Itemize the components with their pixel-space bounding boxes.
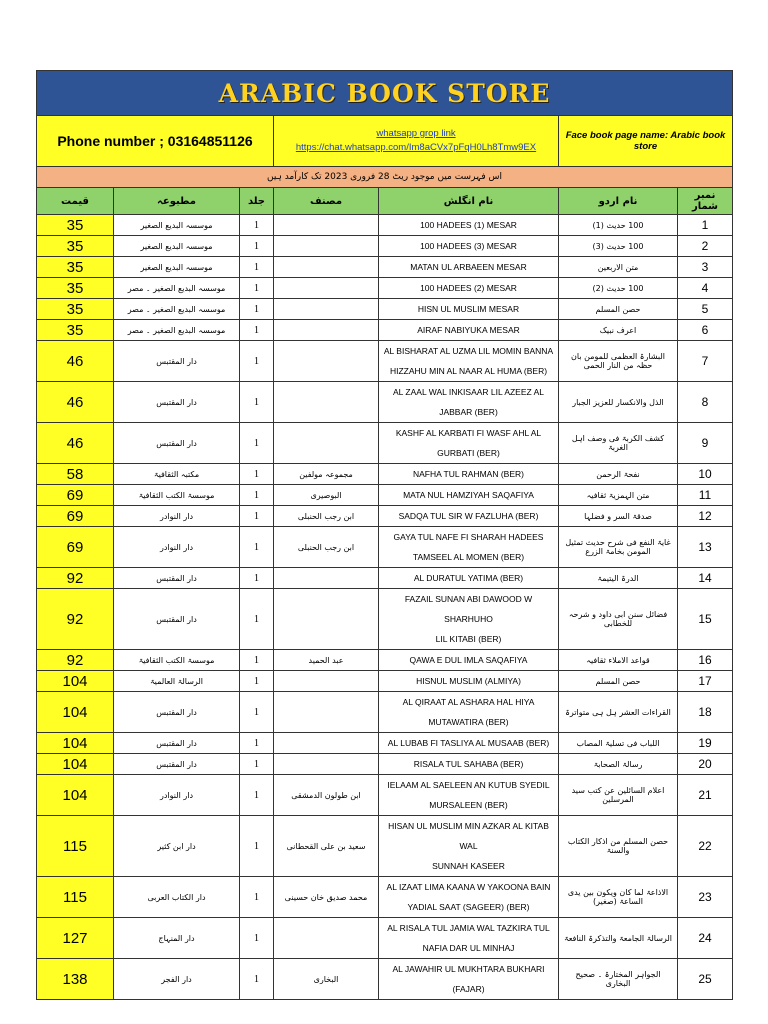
cell-serial-number: 2	[678, 236, 733, 257]
cell-english-name	[379, 506, 559, 527]
table-row	[37, 257, 733, 278]
cell-publisher: دار المقتبس	[114, 382, 240, 423]
cell-urdu-name: قواعد الاملاء ثقافیہ	[559, 650, 678, 671]
table-row	[37, 236, 733, 257]
cell-serial-number: 25	[678, 959, 733, 1000]
english-name-line: (FAJAR)	[452, 984, 485, 994]
header-price: قیمت	[37, 188, 114, 215]
cell-publisher: موسسہ البدیع الصغیر ۔ مصر	[114, 278, 240, 299]
cell-author	[274, 423, 379, 464]
cell-volume: 1	[240, 423, 274, 464]
table-row	[37, 382, 733, 423]
cell-urdu-name: الذل والانکسار للعزیز الجبار	[559, 382, 678, 423]
facebook-page-name: Face book page name: Arabic book store	[559, 116, 733, 167]
cell-price: 92	[37, 568, 114, 589]
cell-publisher: دار ابن کثیر	[114, 816, 240, 877]
cell-price: 104	[37, 671, 114, 692]
english-name-line: HIZZAHU MIN AL NAAR AL HUMA (BER)	[389, 366, 548, 376]
whatsapp-group-link[interactable]	[274, 116, 559, 167]
cell-publisher: موسسہ البدیع الصغیر	[114, 236, 240, 257]
header-publisher: مطبوعہ	[114, 188, 240, 215]
english-name-line: 100 HADEES (2) MESAR	[420, 283, 517, 293]
store-title: ARABIC BOOK STORE	[218, 78, 551, 108]
cell-volume: 1	[240, 320, 274, 341]
cell-urdu-name: اللباب فی تسلیۃ المصاب	[559, 733, 678, 754]
cell-english-name	[379, 423, 559, 464]
cell-price: 46	[37, 423, 114, 464]
column-headers	[37, 188, 733, 215]
cell-volume: 1	[240, 918, 274, 959]
cell-author: عبد الحمید	[274, 650, 379, 671]
cell-english-name	[379, 959, 559, 1000]
cell-urdu-name: غایۃ النفع فی شرح حدیث تمثیل المومن بخامۃ الزرع	[559, 527, 678, 568]
whatsapp-link-url[interactable]: https://chat.whatsapp.com/Im8aCVx7pFqH0Lh8Tmw9EX	[295, 142, 537, 153]
cell-price: 104	[37, 754, 114, 775]
english-name-line: SUNNAH KASEER	[432, 861, 505, 871]
cell-volume: 1	[240, 877, 274, 918]
cell-author	[274, 589, 379, 650]
cell-english-name	[379, 215, 559, 236]
cell-publisher: دار المقتبس	[114, 589, 240, 650]
cell-urdu-name: البشارۃ العظمی للمومن بان حظہ من النار الحمی	[559, 341, 678, 382]
cell-author	[274, 733, 379, 754]
cell-english-name	[379, 650, 559, 671]
cell-urdu-name: فضائل سنن ابی داود و شرحہ للخطابی	[559, 589, 678, 650]
cell-urdu-name: الجواہر المختارۃ ۔ صحیح البخاری	[559, 959, 678, 1000]
cell-urdu-name: الاذاعۃ لما کان ویکون بین یدی الساعۃ (صغیر)	[559, 877, 678, 918]
table-row	[37, 299, 733, 320]
cell-author	[274, 278, 379, 299]
title-banner	[37, 71, 733, 116]
cell-english-name	[379, 382, 559, 423]
table-row	[37, 650, 733, 671]
cell-volume: 1	[240, 775, 274, 816]
english-name-line: SADQA TUL SIR W FAZLUHA (BER)	[398, 511, 539, 521]
cell-price: 104	[37, 733, 114, 754]
cell-urdu-name: حصن المسلم	[559, 299, 678, 320]
english-name-line: MATA NUL HAMZIYAH SAQAFIYA	[403, 490, 534, 500]
cell-publisher: موسسہ البدیع الصغیر	[114, 215, 240, 236]
table-row	[37, 485, 733, 506]
cell-price: 35	[37, 257, 114, 278]
table-row	[37, 320, 733, 341]
english-name-line: AL ZAAL WAL INKISAAR LIL AZEEZ AL	[392, 387, 544, 397]
cell-english-name	[379, 775, 559, 816]
cell-serial-number: 24	[678, 918, 733, 959]
cell-price: 46	[37, 382, 114, 423]
cell-serial-number: 21	[678, 775, 733, 816]
cell-english-name	[379, 257, 559, 278]
english-name-line: HISNUL MUSLIM (ALMIYA)	[416, 676, 521, 686]
cell-serial-number: 3	[678, 257, 733, 278]
english-name-line: AL JAWAHIR UL MUKHTARA BUKHARI	[392, 964, 545, 974]
cell-publisher: دار النوادر	[114, 527, 240, 568]
cell-urdu-name: اعلام السائلین عن کتب سید المرسلین	[559, 775, 678, 816]
cell-author	[274, 918, 379, 959]
cell-volume: 1	[240, 278, 274, 299]
cell-serial-number: 20	[678, 754, 733, 775]
cell-author	[274, 341, 379, 382]
cell-english-name	[379, 877, 559, 918]
cell-serial-number: 1	[678, 215, 733, 236]
english-name-line: AL IZAAT LIMA KAANA W YAKOONA BAIN	[386, 882, 551, 892]
cell-publisher: دار المنہاج	[114, 918, 240, 959]
cell-serial-number: 23	[678, 877, 733, 918]
cell-author: سعید بن علی القحطانی	[274, 816, 379, 877]
english-name-line: FAZAIL SUNAN ABI DAWOOD W SHARHUHO	[404, 594, 533, 624]
cell-author	[274, 754, 379, 775]
english-name-line: MURSALEEN (BER)	[429, 800, 508, 810]
cell-urdu-name: صدقۃ السر و فضلہا	[559, 506, 678, 527]
cell-publisher: الرسالۃ العالمیۃ	[114, 671, 240, 692]
cell-urdu-name: حصن المسلم من اذکار الکتاب والسنۃ	[559, 816, 678, 877]
cell-volume: 1	[240, 341, 274, 382]
cell-author	[274, 299, 379, 320]
validity-notice: اس فہرست میں موجود ریٹ 28 فروری 2023 تک کارآمد ہیں	[37, 167, 733, 188]
cell-volume: 1	[240, 506, 274, 527]
table-row	[37, 816, 733, 877]
cell-english-name	[379, 816, 559, 877]
cell-author	[274, 568, 379, 589]
cell-english-name	[379, 299, 559, 320]
english-name-line: HISAN UL MUSLIM MIN AZKAR AL KITAB WAL	[388, 821, 549, 851]
english-name-line: JABBAR (BER)	[439, 407, 498, 417]
cell-author	[274, 671, 379, 692]
cell-price: 35	[37, 320, 114, 341]
cell-urdu-name: نفحۃ الرحمن	[559, 464, 678, 485]
cell-english-name	[379, 527, 559, 568]
table-row	[37, 877, 733, 918]
cell-volume: 1	[240, 527, 274, 568]
cell-author: البخاری	[274, 959, 379, 1000]
cell-urdu-name: اعرف نبیک	[559, 320, 678, 341]
header-urdu-name: نام اردو	[559, 188, 678, 215]
english-name-line: AL RISALA TUL JAMIA WAL TAZKIRA TUL	[387, 923, 550, 933]
phone-number: Phone number ; 03164851126	[37, 116, 274, 167]
cell-serial-number: 6	[678, 320, 733, 341]
price-list-table	[36, 70, 733, 1000]
cell-english-name	[379, 918, 559, 959]
cell-author: ابن رجب الحنبلی	[274, 506, 379, 527]
cell-serial-number: 12	[678, 506, 733, 527]
whatsapp-link-label[interactable]: whatsapp grop link	[376, 128, 456, 139]
english-name-line: QAWA E DUL IMLA SAQAFIYA	[409, 655, 528, 665]
table-row	[37, 733, 733, 754]
english-name-line: AL QIRAAT AL ASHARA HAL HIYA	[402, 697, 535, 707]
table-row	[37, 278, 733, 299]
cell-price: 69	[37, 485, 114, 506]
cell-volume: 1	[240, 299, 274, 320]
table-row	[37, 506, 733, 527]
cell-publisher: موسسۃ الکتب الثقافیۃ	[114, 485, 240, 506]
cell-urdu-name: الدرۃ الیتیمۃ	[559, 568, 678, 589]
cell-author: مجموعہ مولفین	[274, 464, 379, 485]
cell-english-name	[379, 692, 559, 733]
cell-publisher: موسسہ البدیع الصغیر ۔ مصر	[114, 299, 240, 320]
cell-urdu-name: حصن المسلم	[559, 671, 678, 692]
cell-english-name	[379, 236, 559, 257]
cell-urdu-name: متن الہمزیۃ ثقافیہ	[559, 485, 678, 506]
english-name-line: MATAN UL ARBAEEN MESAR	[410, 262, 527, 272]
cell-volume: 1	[240, 650, 274, 671]
cell-price: 35	[37, 278, 114, 299]
cell-price: 138	[37, 959, 114, 1000]
cell-author	[274, 692, 379, 733]
cell-author: البوصیری	[274, 485, 379, 506]
cell-urdu-name: 100 حدیث (1)	[559, 215, 678, 236]
cell-price: 58	[37, 464, 114, 485]
cell-volume: 1	[240, 485, 274, 506]
cell-volume: 1	[240, 671, 274, 692]
cell-volume: 1	[240, 733, 274, 754]
cell-volume: 1	[240, 215, 274, 236]
cell-publisher: مکتبہ الثقافیۃ	[114, 464, 240, 485]
cell-english-name	[379, 464, 559, 485]
cell-author: ابن طولون الدمشقی	[274, 775, 379, 816]
english-name-line: 100 HADEES (3) MESAR	[420, 241, 517, 251]
cell-volume: 1	[240, 464, 274, 485]
cell-publisher: موسسہ البدیع الصغیر	[114, 257, 240, 278]
cell-english-name	[379, 278, 559, 299]
cell-serial-number: 4	[678, 278, 733, 299]
cell-volume: 1	[240, 589, 274, 650]
cell-volume: 1	[240, 816, 274, 877]
cell-publisher: دار المقتبس	[114, 754, 240, 775]
english-name-line: NAFHA TUL RAHMAN (BER)	[413, 469, 524, 479]
cell-serial-number: 14	[678, 568, 733, 589]
cell-price: 104	[37, 692, 114, 733]
table-row	[37, 692, 733, 733]
cell-urdu-name: الرسالۃ الجامعۃ والتذکرۃ النافعۃ	[559, 918, 678, 959]
cell-serial-number: 18	[678, 692, 733, 733]
table-row	[37, 918, 733, 959]
cell-price: 115	[37, 877, 114, 918]
cell-price: 92	[37, 589, 114, 650]
cell-serial-number: 17	[678, 671, 733, 692]
header-serial-number: نمبر شمار	[678, 188, 733, 215]
cell-volume: 1	[240, 754, 274, 775]
english-name-line: LIL KITABI (BER)	[435, 634, 502, 644]
header-author: مصنف	[274, 188, 379, 215]
cell-price: 69	[37, 527, 114, 568]
cell-serial-number: 8	[678, 382, 733, 423]
cell-urdu-name: 100 حدیث (3)	[559, 236, 678, 257]
cell-publisher: دار المقتبس	[114, 733, 240, 754]
cell-author	[274, 382, 379, 423]
english-name-line: MUTAWATIRA (BER)	[428, 717, 509, 727]
cell-urdu-name: رسالۃ الصحابۃ	[559, 754, 678, 775]
cell-english-name	[379, 589, 559, 650]
cell-price: 35	[37, 299, 114, 320]
header-volume: جلد	[240, 188, 274, 215]
table-row	[37, 423, 733, 464]
cell-publisher: دار المقتبس	[114, 568, 240, 589]
table-row	[37, 568, 733, 589]
table-row	[37, 671, 733, 692]
table-row	[37, 215, 733, 236]
contact-row	[37, 116, 733, 167]
cell-urdu-name: متن الاربعین	[559, 257, 678, 278]
cell-author	[274, 236, 379, 257]
cell-volume: 1	[240, 568, 274, 589]
cell-price: 46	[37, 341, 114, 382]
english-name-line: AIRAF NABIYUKA MESAR	[417, 325, 520, 335]
cell-urdu-name: القراءات العشر ہل ہی متواترۃ	[559, 692, 678, 733]
cell-serial-number: 13	[678, 527, 733, 568]
cell-urdu-name: 100 حدیث (2)	[559, 278, 678, 299]
cell-publisher: دار الفجر	[114, 959, 240, 1000]
cell-publisher: دار المقتبس	[114, 423, 240, 464]
english-name-line: AL DURATUL YATIMA (BER)	[413, 573, 524, 583]
english-name-line: AL BISHARAT AL UZMA LIL MOMIN BANNA	[383, 346, 554, 356]
table-row	[37, 527, 733, 568]
english-name-line: YADIAL SAAT (SAGEER) (BER)	[407, 902, 530, 912]
table-row	[37, 589, 733, 650]
english-name-line: 100 HADEES (1) MESAR	[420, 220, 517, 230]
cell-author	[274, 257, 379, 278]
cell-author	[274, 320, 379, 341]
cell-volume: 1	[240, 959, 274, 1000]
cell-volume: 1	[240, 692, 274, 733]
english-name-line: GURBATI (BER)	[437, 448, 500, 458]
cell-price: 127	[37, 918, 114, 959]
cell-author	[274, 215, 379, 236]
cell-urdu-name: کشف الکربۃ فی وصف اہل الغربۃ	[559, 423, 678, 464]
english-name-line: NAFIA DAR UL MINHAJ	[422, 943, 515, 953]
cell-author: محمد صدیق خان حسینی	[274, 877, 379, 918]
table-row	[37, 959, 733, 1000]
cell-price: 104	[37, 775, 114, 816]
cell-serial-number: 10	[678, 464, 733, 485]
cell-english-name	[379, 320, 559, 341]
table-row	[37, 754, 733, 775]
english-name-line: HISN UL MUSLIM MESAR	[417, 304, 520, 314]
cell-price: 35	[37, 215, 114, 236]
english-name-line: GAYA TUL NAFE FI SHARAH HADEES	[393, 532, 544, 542]
cell-volume: 1	[240, 382, 274, 423]
cell-english-name	[379, 754, 559, 775]
table-row	[37, 464, 733, 485]
cell-author: ابن رجب الحنبلی	[274, 527, 379, 568]
english-name-line: TAMSEEL AL MOMEN (BER)	[412, 552, 525, 562]
header-english-name: نام انگلش	[379, 188, 559, 215]
cell-publisher: دار النوادر	[114, 506, 240, 527]
cell-serial-number: 16	[678, 650, 733, 671]
cell-serial-number: 5	[678, 299, 733, 320]
cell-serial-number: 9	[678, 423, 733, 464]
cell-serial-number: 22	[678, 816, 733, 877]
cell-publisher: موسسۃ الکتب الثقافیۃ	[114, 650, 240, 671]
cell-volume: 1	[240, 257, 274, 278]
english-name-line: KASHF AL KARBATI FI WASF AHL AL	[395, 428, 542, 438]
cell-english-name	[379, 341, 559, 382]
cell-publisher: دار المقتبس	[114, 692, 240, 733]
cell-publisher: دار المقتبس	[114, 341, 240, 382]
cell-price: 35	[37, 236, 114, 257]
table-row	[37, 775, 733, 816]
cell-english-name	[379, 671, 559, 692]
cell-english-name	[379, 485, 559, 506]
cell-english-name	[379, 568, 559, 589]
validity-notice-row	[37, 167, 733, 188]
cell-price: 92	[37, 650, 114, 671]
table-row	[37, 341, 733, 382]
english-name-line: RISALA TUL SAHABA (BER)	[413, 759, 524, 769]
cell-serial-number: 19	[678, 733, 733, 754]
cell-price: 115	[37, 816, 114, 877]
cell-serial-number: 7	[678, 341, 733, 382]
cell-publisher: موسسہ البدیع الصغیر ۔ مصر	[114, 320, 240, 341]
english-name-line: IELAAM AL SAELEEN AN KUTUB SYEDIL	[387, 780, 550, 790]
cell-volume: 1	[240, 236, 274, 257]
cell-publisher: دار الکتاب العربی	[114, 877, 240, 918]
cell-publisher: دار النوادر	[114, 775, 240, 816]
cell-price: 69	[37, 506, 114, 527]
english-name-line: AL LUBAB FI TASLIYA AL MUSAAB (BER)	[387, 738, 550, 748]
cell-serial-number: 11	[678, 485, 733, 506]
cell-english-name	[379, 733, 559, 754]
cell-serial-number: 15	[678, 589, 733, 650]
